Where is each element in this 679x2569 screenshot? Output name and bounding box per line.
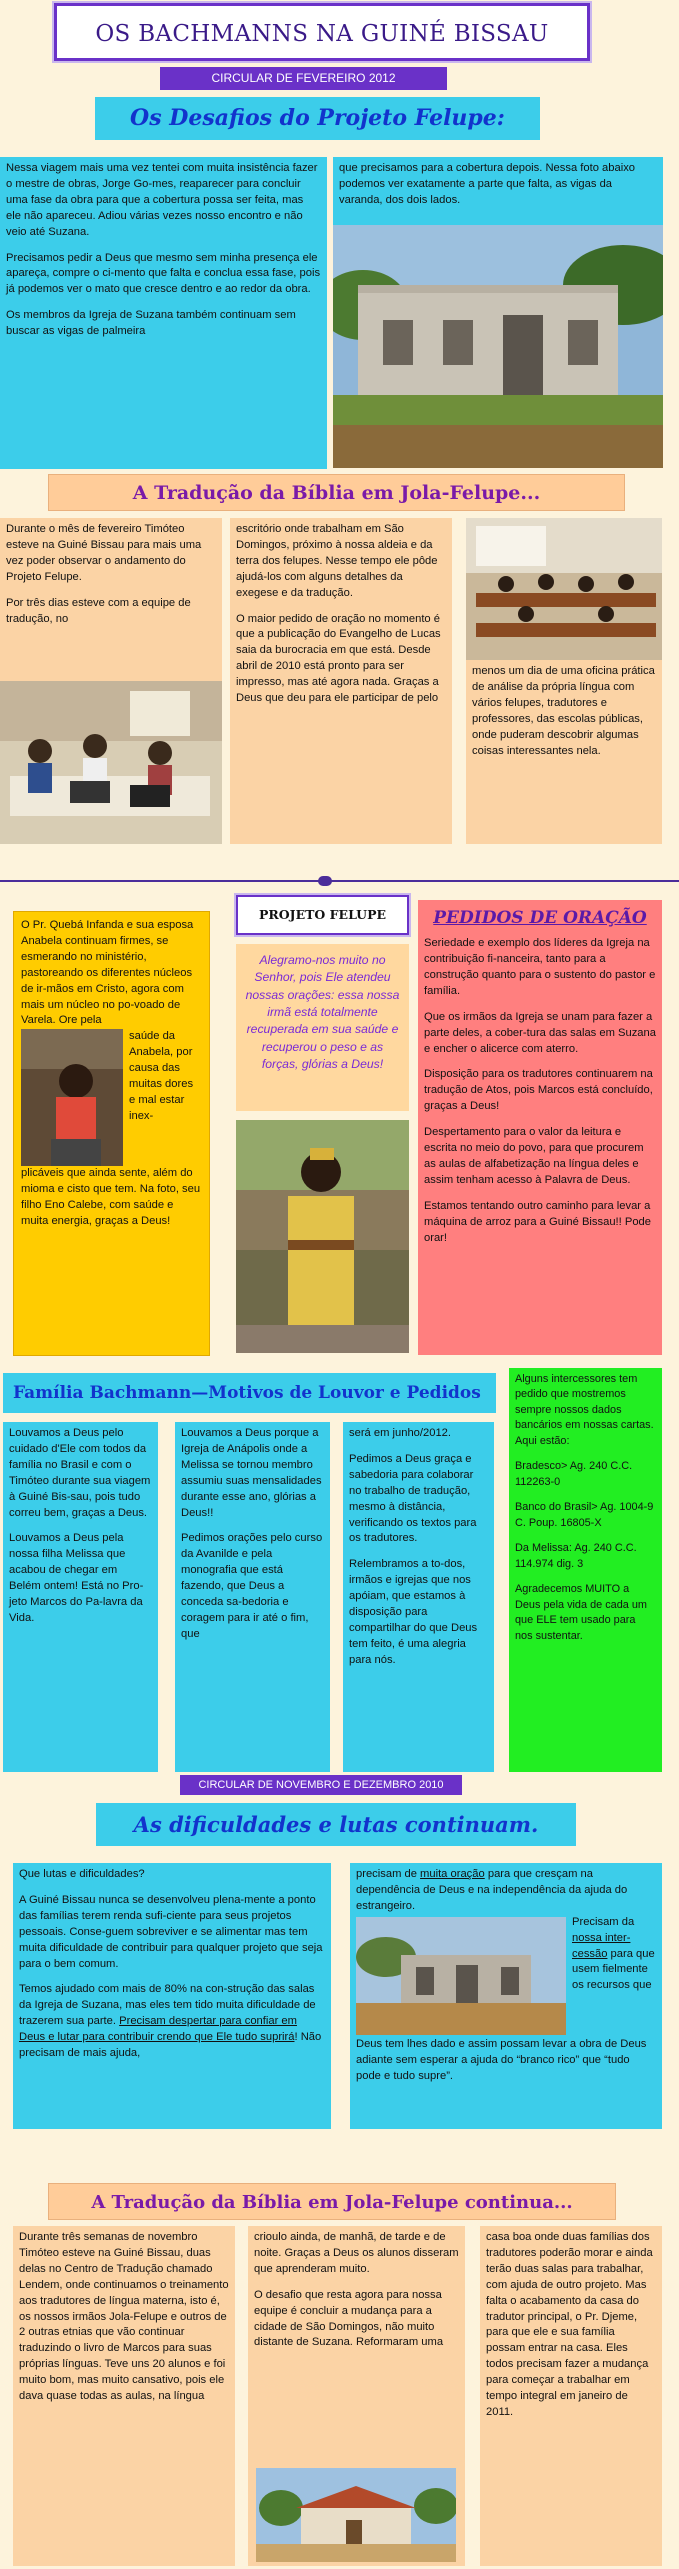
continua-paragraph: casa boa onde duas famílias dos tradutores poderão morar e ainda terão duas salas para trabalhar, com ajuda de outro projeto. Mas falta o acabamento da casa do tradutor principal, o Pr. Djeme, para que ele e sua família possam entrar na casa. Eles todos precisam fazer a mudança para começar a trabalhar em tempo integral em janeiro de 2011. (486, 2231, 653, 2418)
traducao-col3 (466, 660, 662, 844)
desafios-paragraph: Precisamos pedir a Deus que mesmo sem minha presença ele apareça, compre o ci-mento que falta e conclua essa fase, pois já podemos ver o mato que cresce dentro e ao redor da obra. (6, 251, 321, 296)
familia-paragraph: será em junho/2012. (349, 1427, 451, 1439)
section-title-familia: Família Bachmann—Motivos de Louvor e Pedidos (3, 1373, 496, 1413)
continua-col1 (13, 2226, 235, 2566)
continua-paragraph: Durante três semanas de novembro Timóteo esteve na Guiné Bissau, duas delas no Centro de Tradução chamado Lendem, onde continuamos o treinamento aos tradutores de língua materna, isto é, os nossos irmãos Jola-Felupe e outros de 2 outras etnias que vão continuar traduzindo o livro de Marcos para suas próprias línguas. Teve uns 20 alunos e foi muito bom, mas muito cansativo, pois ele dava quase todas as aulas, na língua (19, 2231, 229, 2403)
desafios-paragraph: Os membros da Igreja de Suzana também continuam sem buscar as vigas de palmeira (6, 309, 296, 338)
dificuldades-text: precisam de (356, 1868, 421, 1880)
quote-text: Alegramo-nos muito no Senhor, pois Ele atendeu nossas orações: essa nossa irmã está totalmente recuperada em sua saúde e recuperou o peso e as forças, glórias a Deus! (245, 953, 400, 1071)
construction-photo (356, 1917, 566, 2035)
dificuldades-text: para que cresçam na dependência de Deus e na independência da ajuda do estrangeiro. (356, 1868, 628, 1912)
bank-text: Banco do Brasil> Ag. 1004-9 C. Poup. 16805-X (515, 1501, 654, 1529)
pedido-item: Que os irmãos da Igreja se unam para fazer a parte deles, a cober-tura das salas em Suzana e encher o alicerce com aterro. (424, 1010, 656, 1055)
familia-paragraph: Pedimos a Deus graça e sabedoria para colaborar no trabalho de tradução, mesmo à distância, verificando os textos para os tradutores. (349, 1452, 477, 1545)
section-title-desafios: Os Desafios do Projeto Felupe: (95, 97, 540, 140)
pastor-box (13, 911, 210, 1356)
child-photo (21, 1029, 123, 1166)
projeto-felupe-text: PROJETO FELUPE (259, 907, 386, 922)
traducao-col2 (230, 518, 452, 844)
divider-line (0, 880, 679, 882)
traducao-paragraph: Durante o mês de fevereiro Timóteo esteve na Guiné Bissau para mais uma vez poder observar o andamento do Projeto Felupe. (6, 523, 202, 583)
traducao-col1 (0, 518, 222, 681)
bank-text: Da Melissa: Ag. 240 C.C. 114.974 dig. 3 (515, 1542, 637, 1570)
continua-paragraph: crioulo ainda, de manhã, de tarde e de noite. Graças a Deus os alunos disseram que aprenderam muito. (254, 2231, 459, 2275)
dificuldades-right-bottom: Deus tem lhes dado e assim possam levar a obra de Deus adiante sem esperar a ajuda do “branco rico” que “tudo pode e tudo supre”. (356, 2037, 647, 2082)
dificuldades-text: Precisam da (572, 1915, 635, 1928)
translation-team-photo (0, 681, 222, 844)
pedido-item: Estamos tentando outro caminho para levar a máquina de arroz para a Guiné Bissau!! Pode orar! (424, 1199, 651, 1244)
familia-col1 (3, 1422, 158, 1772)
divider-ornament (318, 876, 332, 886)
bank-info-box (509, 1368, 662, 1772)
dificuldades-left (13, 1863, 331, 2129)
traducao-paragraph: menos um dia de uma oficina prática de análise da própria língua com vários felupes, tradutores e professores, das escolas públicas, onde puderam descobrir algumas coisas interessantes nela. (472, 665, 655, 757)
desafios-paragraph: Nessa viagem mais uma vez tentei com muita insistência fazer o mestre de obras, Jorge Go-mes, reaparecer para concluir uma fase da obra para que a cobertura possa ser feita, mas ele não apareceu. Adiou várias vezes nosso encontro e não veio até Suzana. (6, 162, 318, 238)
traducao-paragraph: Por três dias esteve com a equipe de tradução, no (6, 596, 191, 625)
dificuldades-paragraph (19, 1982, 325, 2062)
pedido-item: Seriedade e exemplo dos líderes da Igreja na contribuição fi-nanceira, tanto para a construção quanto para o sustento do pastor e família. (424, 937, 656, 997)
pastor-text-top: O Pr. Quebá Infanda e sua esposa Anabela continuam firmes, se esmerando no ministério, pastoreando os diferentes núcleos de ir-mãos em Cristo, agora com mais um núcleo no po-voado de Varela. Ore pela (21, 919, 194, 1027)
pedidos-box (418, 900, 662, 1355)
dificuldades-highlight: nossa inter-cessão (572, 1931, 631, 1960)
desafios-paragraph: que precisamos para a cobertura depois. Nessa foto abaixo podemos ver exatamente a parte que falta, as vigas da varanda, dos dois lados. (339, 162, 636, 206)
building-photo (333, 225, 663, 468)
bank-text: Agradecemos MUITO a Deus pela vida de cada um que ELE tem usado para nos sustentar. (515, 1583, 647, 1642)
house-photo (256, 2468, 456, 2562)
continua-col3 (480, 2226, 662, 2566)
familia-col3 (343, 1422, 494, 1772)
circular-label-1: CIRCULAR DE FEVEREIRO 2012 (160, 67, 447, 90)
dificuldades-highlight: Precisam despertar para confiar em Deus e lutar para contribuir crendo que Ele tudo suprirá (19, 2015, 297, 2044)
dificuldades-text: Temos ajudado com mais de 80% na con-strução das salas da Igreja de Suzana, mas eles tem tido muita dificuldade de trazerem sua parte. (19, 1983, 316, 2028)
dificuldades-right (350, 1863, 662, 2129)
bank-text: Alguns intercessores tem pedido que mostremos sempre nossos dados bancários em nossas cartas. Aqui estão: (515, 1373, 654, 1447)
pastor-text-bottom: plicáveis que ainda sente, além do mioma e cisto que tem. Na foto, seu filho Eno Calebe, com saúde e muita energia, graças a Deus! (21, 1167, 201, 1228)
traducao-paragraph: escritório onde trabalham em São Domingos, próximo à nossa aldeia e da terra dos felupes. Nesse tempo ele pôde ajudá-los com alguns detalhes da exegese e da tradução. (236, 523, 438, 599)
desafios-left-text (0, 157, 327, 469)
continua-col2 (248, 2226, 465, 2566)
dificuldades-text-end: ! Não precisam de mais ajuda, (19, 2031, 322, 2060)
quote-box (236, 944, 409, 1111)
dificuldades-text: para que usem fielmente os recursos que (572, 1947, 655, 1992)
circular-label-2: CIRCULAR DE NOVEMBRO E DEZEMBRO 2010 (180, 1775, 462, 1795)
pedido-item: Despertamento para o valor da leitura e escrita no meio do povo, para que procurem as aulas de alfabetização na língua deles e assim tenham acesso à Palavra de Deus. (424, 1126, 644, 1186)
continua-paragraph: O desafio que resta agora para nossa equipe é concluir a mudança para a cidade de São Domingos, não muito distante de Suzana. Reformaram uma (254, 2288, 444, 2349)
bank-text: Bradesco> Ag. 240 C.C. 112263-0 (515, 1460, 633, 1488)
title-box (54, 3, 590, 61)
section-title-traducao: A Tradução da Bíblia em Jola-Felupe... (48, 474, 625, 511)
page-title: OS BACHMANNS NA GUINÉ BISSAU (95, 21, 549, 47)
traducao-paragraph: O maior pedido de oração no momento é que a publicação do Evangelho de Lucas saia da burocracia em que está. Desde abril de 2010 está pronto para ser impresso, mas até agora nada. Graças a Deus que deu para ele participar de pelo (236, 612, 441, 705)
familia-paragraph: Relembramos a to-dos, irmãos e igrejas que nos apóiam, que estamos à disposição para compartilhar do que Deus tem feito, é uma alegria para nós. (349, 1558, 478, 1666)
familia-col2 (175, 1422, 330, 1772)
desafios-right-text (333, 157, 663, 225)
dificuldades-highlight: muita oração (420, 1868, 485, 1880)
woman-photo (236, 1120, 409, 1353)
familia-paragraph: Pedimos orações pelo curso da Avanilde e pela monografia que está fazendo, que Deus a conceda sa-bedoria e coragem para ir até o fim, que (181, 1532, 323, 1640)
dificuldades-question: Que lutas e dificuldades? (19, 1868, 145, 1880)
pedidos-title: PEDIDOS DE ORAÇÃO (433, 908, 647, 928)
familia-paragraph: Louvamos a Deus pela nossa filha Melissa que acabou de chegar em Belém ontem! Está no Pro-jeto Marcos do Pa-lavra da Vida. (9, 1532, 144, 1624)
section-title-dificuldades: As dificuldades e lutas continuam. (96, 1803, 576, 1846)
projeto-felupe-label (236, 895, 409, 935)
pedido-item: Disposição para os tradutores continuarem na tradução de Atos, pois Marcos está concluído, graças a Deus! (424, 1068, 653, 1113)
pastor-text-side: saúde da Anabela, por causa das muitas dores e mal estar inex- (129, 1030, 194, 1122)
familia-paragraph: Louvamos a Deus porque a Igreja de Anápolis onde a Melissa se tornou membro assumiu suas mensalidades durante esse ano, glórias a Deus!! (181, 1427, 322, 1519)
familia-paragraph: Louvamos a Deus pelo cuidado d'Ele com todos da família no Brasil e com o Timóteo durante sua viagem à Guiné Bis-sau, pois tudo correu bem, graças a Deus. (9, 1427, 151, 1519)
workshop-photo (466, 518, 662, 660)
dificuldades-right-top (356, 1867, 656, 1915)
section-title-traducao-continua: A Tradução da Bíblia em Jola-Felupe continua... (48, 2183, 616, 2220)
dificuldades-paragraph: A Guiné Bissau nunca se desenvolveu plena-mente a ponto das famílias terem renda sufi-ciente para seus projetos pessoais. Conse-guem sobreviver e se alimentar mas tem muita dificuldade de contribuir para qualquer projeto que seja para o bem comum. (19, 1893, 323, 1970)
